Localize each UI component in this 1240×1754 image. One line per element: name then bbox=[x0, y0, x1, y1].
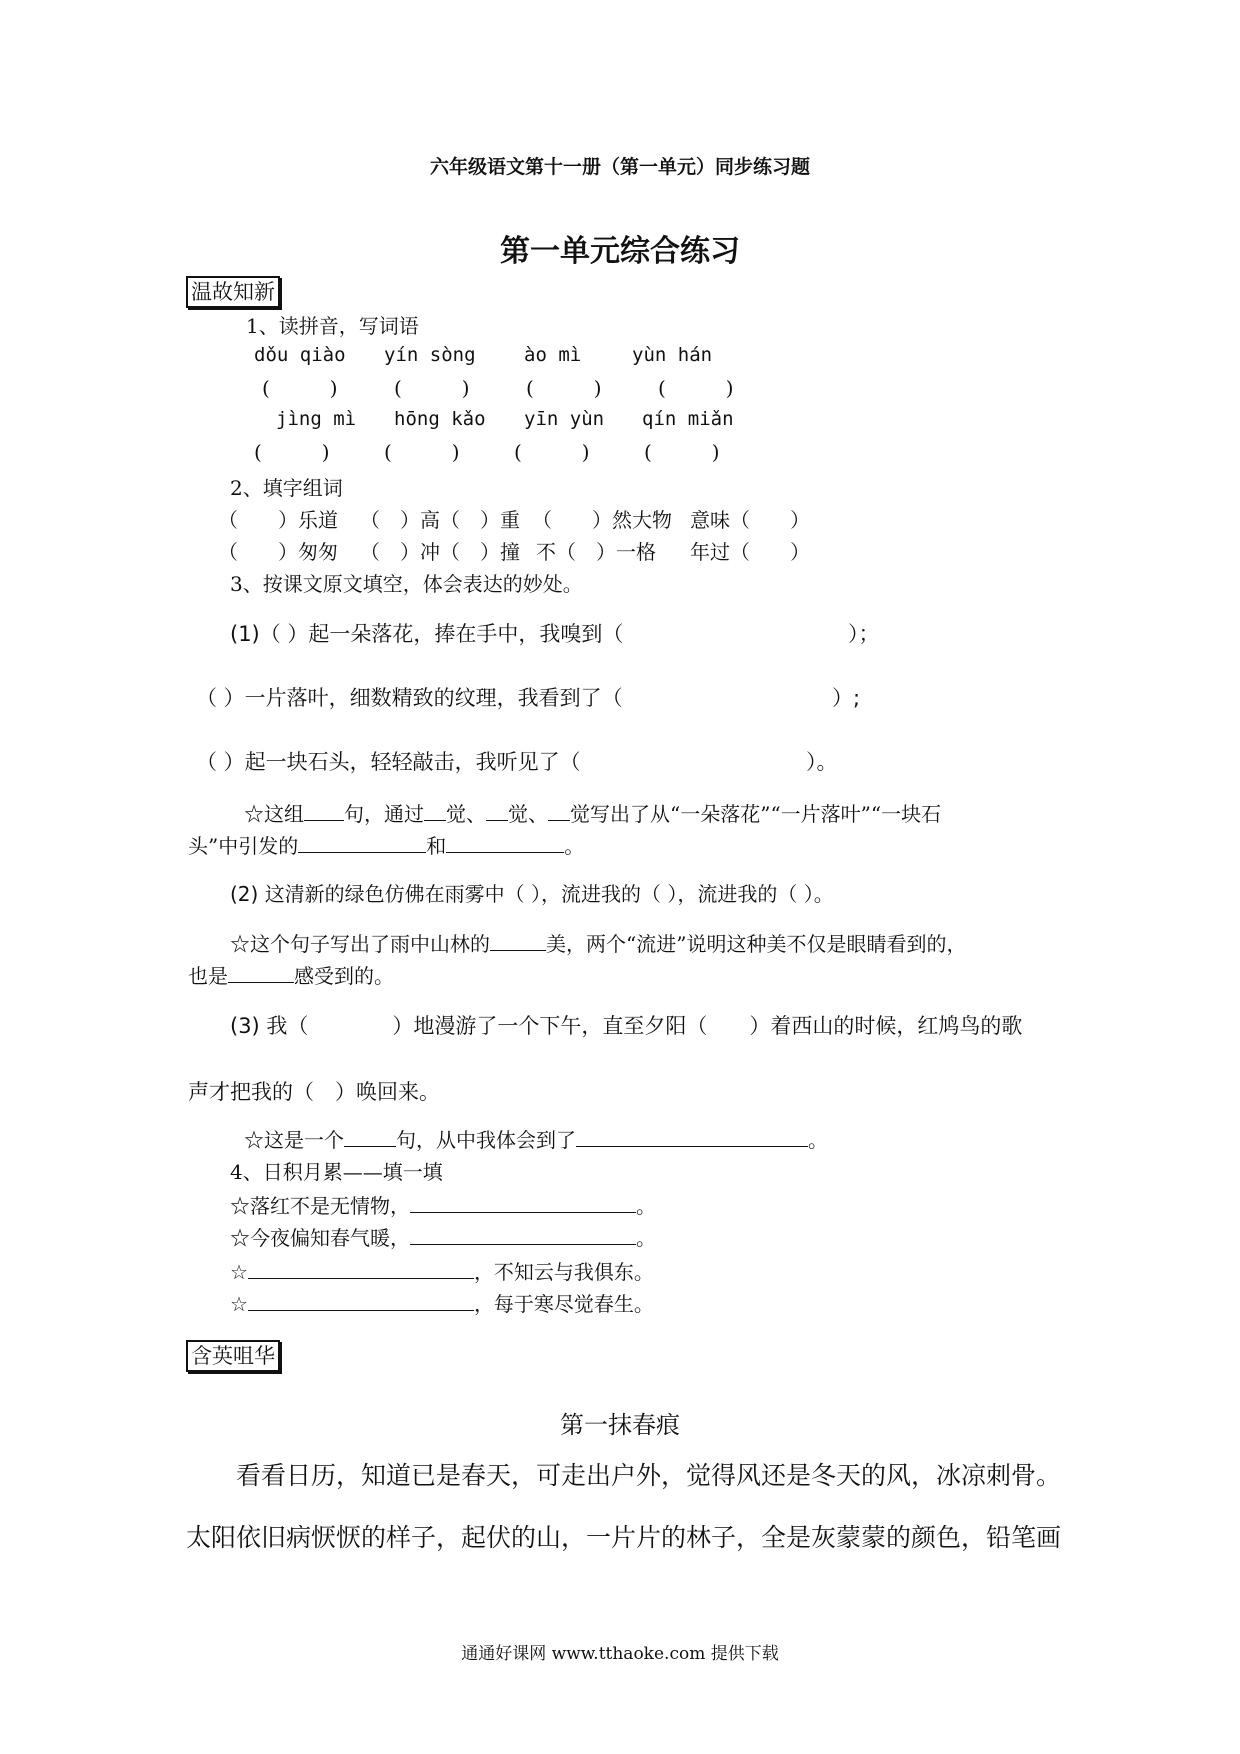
blank[interactable] bbox=[486, 802, 508, 821]
blank[interactable] bbox=[410, 1226, 636, 1245]
q1-pinyin-1: dǒu qiào bbox=[254, 344, 346, 366]
blank[interactable] bbox=[344, 1128, 396, 1147]
blank[interactable] bbox=[298, 834, 426, 853]
q2-item-6[interactable]: （ ）冲（ ）撞 bbox=[360, 540, 520, 564]
q2-item-4[interactable]: 意味（ ） bbox=[690, 508, 810, 532]
q3-s1-line3-end: ）。 bbox=[806, 750, 838, 774]
article-paragraph-1: 看看日历，知道已是春天，可走出户外，觉得风还是冬天的风，冰凉刺骨。 bbox=[236, 1461, 1062, 1490]
blank[interactable] bbox=[548, 802, 570, 821]
q1-answer-box-6[interactable]: ( ) bbox=[384, 440, 460, 464]
q1-answer-box-3[interactable]: ( ) bbox=[526, 376, 602, 400]
blank[interactable] bbox=[424, 802, 446, 821]
q3-s3-line1: (3) 我（ ）地漫游了一个下午，直至夕阳（ ）着西山的时候，红鸠鸟的歌 bbox=[230, 1014, 1023, 1038]
q1-pinyin-6: hōng kǎo bbox=[394, 408, 486, 430]
q3-note2-line1: ☆这个句子写出了雨中山林的 美，两个“流进”说明这种美不仅是眼睛看到的， bbox=[230, 932, 967, 956]
q3-s1-line2-end: ）; bbox=[832, 686, 861, 710]
q3-note1-line1: ☆这组 句，通过 觉、 觉、 觉写出了从“一朵落花”“一片落叶”“一块石 bbox=[244, 802, 942, 826]
q4-line3: ☆ ，不知云与我俱东。 bbox=[230, 1260, 654, 1284]
q3-s2: (2) 这清新的绿色仿佛在雨雾中（ ），流进我的（ ），流进我的（ ）。 bbox=[230, 882, 834, 906]
page-title: 第一单元综合练习 bbox=[500, 234, 740, 269]
q1-answer-box-4[interactable]: ( ) bbox=[658, 376, 734, 400]
page-footer: 通通好课网 www.tthaoke.com 提供下载 bbox=[461, 1644, 779, 1664]
q1-pinyin-7: yīn yùn bbox=[524, 408, 605, 430]
blank[interactable] bbox=[446, 834, 564, 853]
q1-answer-box-5[interactable]: ( ) bbox=[254, 440, 330, 464]
q2-label: 2、填字组词 bbox=[230, 476, 343, 500]
q3-s1-line3: （ ）起一块石头，轻轻敲击，我听见了（ bbox=[196, 750, 581, 774]
blank[interactable] bbox=[304, 802, 344, 821]
section-badge-reading: 含英咀华 bbox=[186, 1340, 280, 1372]
q1-pinyin-5: jìng mì bbox=[276, 408, 357, 430]
blank[interactable] bbox=[248, 1292, 474, 1311]
section-badge-review: 温故知新 bbox=[186, 276, 280, 308]
q3-s3-line2: 声才把我的（ ）唤回来。 bbox=[188, 1080, 440, 1104]
q3-s1-line2: （ ）一片落叶，细数精致的纹理，我看到了（ bbox=[196, 686, 623, 710]
q2-item-5[interactable]: （ ）匆匆 bbox=[218, 540, 338, 564]
q1-answer-box-2[interactable]: ( ) bbox=[394, 376, 470, 400]
q1-pinyin-3: ào mì bbox=[524, 344, 582, 366]
blank[interactable] bbox=[248, 1260, 474, 1279]
q1-answer-box-8[interactable]: ( ) bbox=[644, 440, 720, 464]
page-supertitle: 六年级语文第十一册（第一单元）同步练习题 bbox=[429, 156, 810, 178]
q3-s1-line1-end: ）； bbox=[848, 622, 880, 646]
article-paragraph-2: 太阳依旧病恹恹的样子，起伏的山，一片片的林子，全是灰蒙蒙的颜色，铅笔画 bbox=[186, 1523, 1062, 1552]
q2-item-3[interactable]: （ ）然大物 bbox=[532, 508, 672, 532]
q3-note3: ☆这是一个 句，从中我体会到了 。 bbox=[244, 1128, 828, 1152]
q2-item-1[interactable]: （ ）乐道 bbox=[218, 508, 338, 532]
q3-s1-line1: (1)（ ）起一朵落花，捧在手中，我嗅到（ bbox=[230, 622, 624, 646]
q4-line2: ☆今夜偏知春气暖， 。 bbox=[230, 1226, 656, 1250]
blank[interactable] bbox=[490, 932, 546, 951]
q1-answer-box-1[interactable]: ( ) bbox=[262, 376, 338, 400]
blank[interactable] bbox=[576, 1128, 808, 1147]
q3-label: 3、按课文原文填空，体会表达的妙处。 bbox=[230, 572, 583, 596]
q3-note2-line2: 也是 感受到的。 bbox=[188, 964, 394, 988]
q1-label: 1、读拼音，写词语 bbox=[246, 314, 419, 338]
q2-item-2[interactable]: （ ）高（ ）重 bbox=[360, 508, 520, 532]
blank[interactable] bbox=[410, 1194, 636, 1213]
q1-pinyin-2: yín sòng bbox=[384, 344, 476, 366]
q1-pinyin-4: yùn hán bbox=[632, 344, 713, 366]
q2-item-8[interactable]: 年过（ ） bbox=[690, 540, 810, 564]
q3-note1-line2: 头”中引发的 和 。 bbox=[188, 834, 585, 858]
q2-item-7[interactable]: 不（ ）一格 bbox=[536, 540, 656, 564]
q1-answer-box-7[interactable]: ( ) bbox=[514, 440, 590, 464]
article-title: 第一抹春痕 bbox=[560, 1411, 680, 1439]
q4-label: 4、日积月累——填一填 bbox=[230, 1160, 443, 1184]
blank[interactable] bbox=[228, 964, 294, 983]
q4-line4: ☆ ，每于寒尽觉春生。 bbox=[230, 1292, 654, 1316]
q1-pinyin-8: qín miǎn bbox=[642, 408, 734, 430]
q4-line1: ☆落红不是无情物， 。 bbox=[230, 1194, 656, 1218]
